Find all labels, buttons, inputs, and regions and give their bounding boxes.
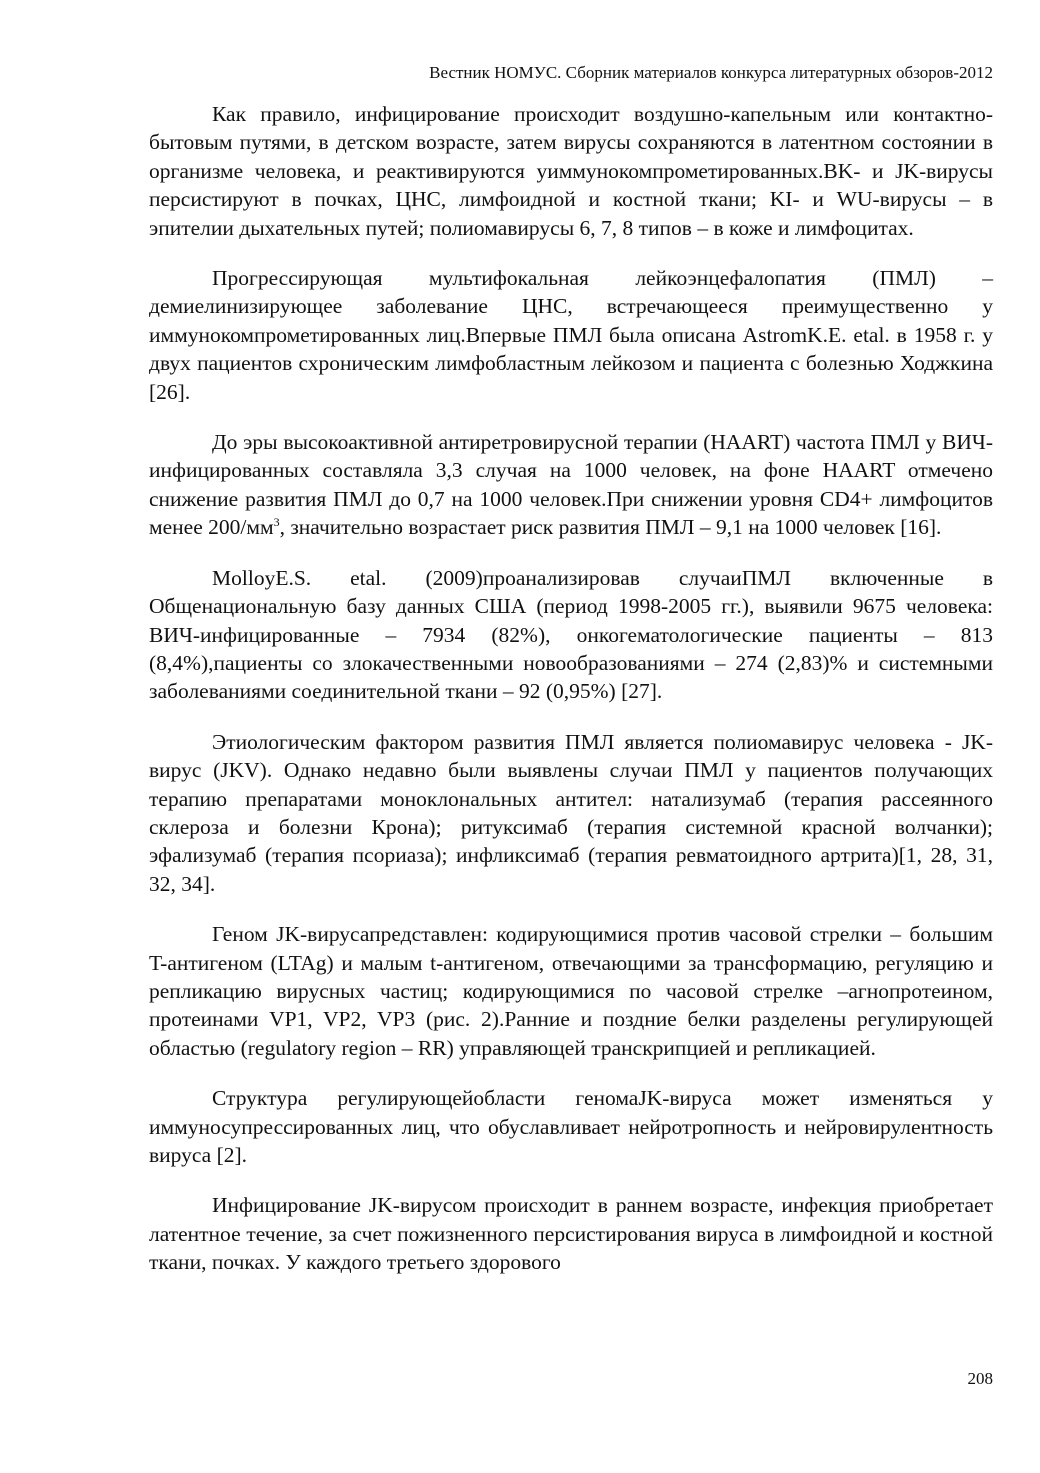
body-text (149, 100, 993, 1299)
paragraph-haart (149, 428, 993, 542)
paragraph-haart-text-after: , значительно возрастает риск развития ПМЛ – 9,1 на 1000 человек [16]. (279, 515, 942, 540)
page-number: 208 (967, 1369, 993, 1388)
paragraph-molloy-study: MolloyE.S. etal. (2009)проанализировав случаиПМЛ включенные в Общенациональную базу данных США (период 1998-2005 гг.), выявили 9675 человека: ВИЧ-инфицированные – 7934 (82%), онкогематологические пациенты – 813 (8,4%),пациенты со злокачественными новообразованиями – 274 (2,83)% и системными заболеваниями соединительной ткани – 92 (0,95%) [27]. (149, 565, 993, 704)
paragraph-genome: Геном JK-вирусапредставлен: кодирующимися против часовой стрелки – большим T-антигеном (LTAg) и малым t-антигеном, отвечающими за трансформацию, регуляцию и репликацию вирусных частиц; кодирующимися по часовой стрелке –агнопротеином, протеинами VP1, VP2, VP3 (рис. 2).Ранние и поздние белки разделены регулирующей областью (regulatory region – RR) управляющей транскрипцией и репликацией. (149, 922, 993, 1060)
paragraph-infection: Инфицирование JK-вирусом происходит в раннем возрасте, инфекция приобретает латентное течение, за счет пожизненного персистирования вируса в лимфоидной и костной ткани, почках. У каждого третьего здорового (149, 1193, 993, 1275)
paragraph-etiology: Этиологическим фактором развития ПМЛ является полиомавирус человека - JK-вирус (JKV). Однако недавно были выявлены случаи ПМЛ у пациентов получающих терапию препаратами моноклональных антител: натализумаб (терапия рассеянного склероза и болезни Крона); ритуксимаб (терапия системной красной волчанки); эфализумаб (терапия псориаза); инфликсимаб (терапия ревматоидного артрита)[1, 28, 31, 32, 34]. (149, 729, 993, 896)
paragraph-haart-text-before: До эры высокоактивной антиретровирусной терапии (HAART) частота ПМЛ у ВИЧ-инфицированных составляла 3,3 случая на 1000 человек, на фоне HAART отмечено снижение развития ПМЛ до 0,7 на 1000 человек.При снижении уровня CD4+ лимфоцитов менее 200/мм (149, 430, 993, 540)
paragraph-transmission: Как правило, инфицирование происходит воздушно-капельным или контактно-бытовым путями, в детском возрасте, затем вирусы сохраняются в латентном состоянии в организме человека, и реактивируются уиммунокомпрометированных.BK- и JK-вирусы персистируют в почках, ЦНС, лимфоидной и костной ткани; KI- и WU-вирусы – в эпителии дыхательных путей; полиомавирусы 6, 7, 8 типов – в коже и лимфоцитах. (149, 102, 993, 240)
superscript: 3 (273, 515, 280, 530)
paragraph-regulatory-region: Структура регулирующейобласти геномаJK-вируса может изменяться у иммуносупрессированных лиц, что обуславливает нейротропность и нейровирулентность вируса [2]. (149, 1086, 993, 1167)
paragraph-pml-definition: Прогрессирующая мультифокальная лейкоэнцефалопатия (ПМЛ) – демиелинизирующее заболевание ЦНС, встречающееся преимущественно у иммунокомпрометированных лиц.Впервые ПМЛ была описана AstromK.E. etal. в 1958 г. у двух пациентов схроническим лимфобластным лейкозом и пациента с болезнью Ходжкина [26]. (149, 266, 993, 404)
running-header: Вестник НОМУС. Сборник материалов конкурса литературных обзоров-2012 (429, 63, 993, 82)
